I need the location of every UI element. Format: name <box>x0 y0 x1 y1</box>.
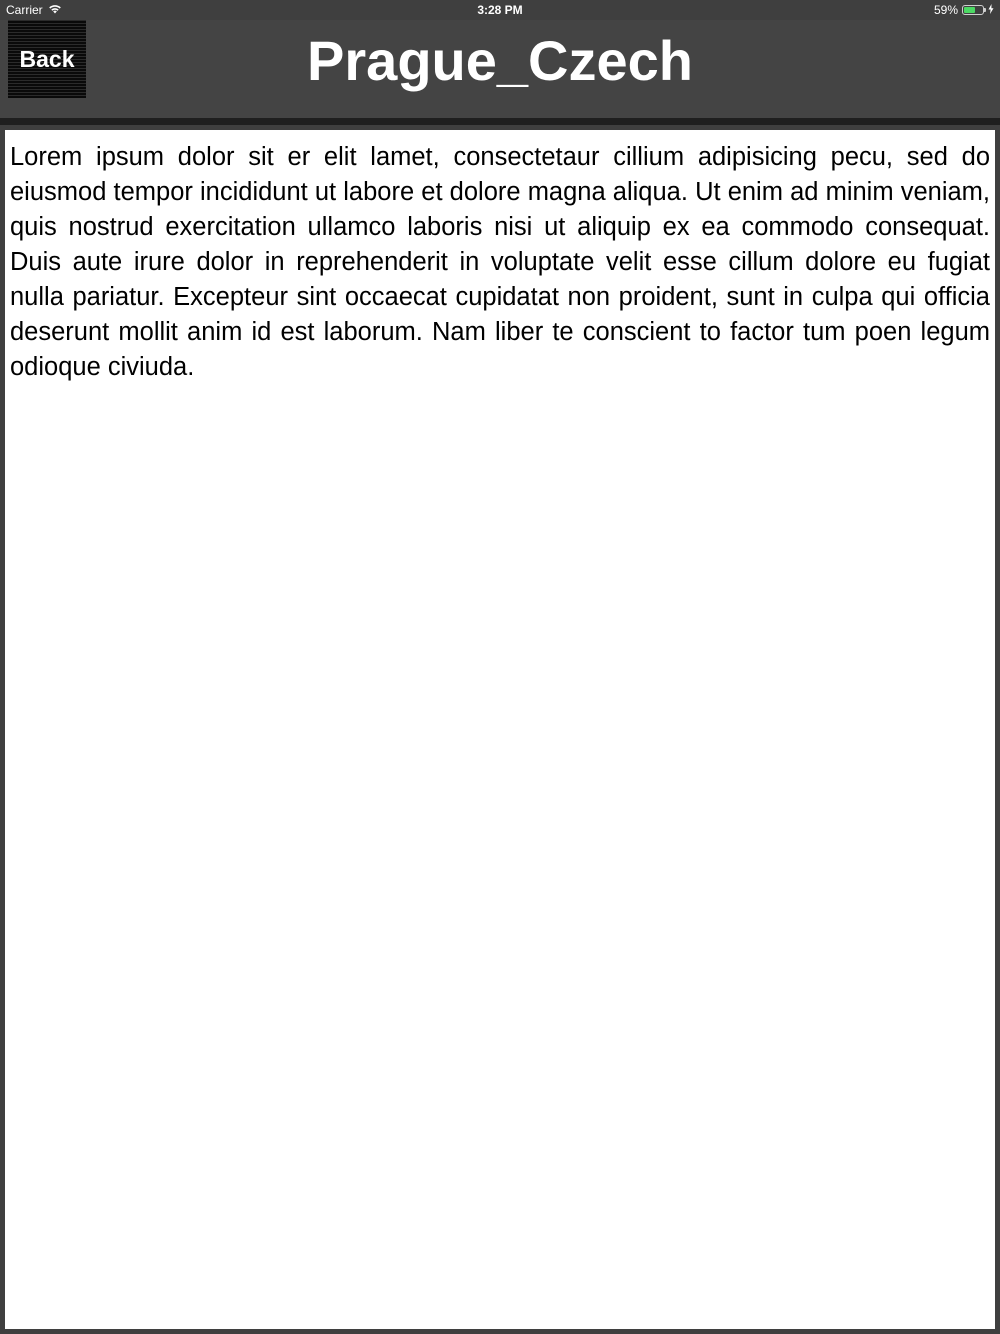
battery-fill <box>964 7 975 13</box>
battery-tip <box>984 8 986 12</box>
status-time: 3:28 PM <box>477 3 523 17</box>
battery-icon <box>962 5 984 15</box>
bolt-icon <box>988 3 994 17</box>
status-right <box>934 3 994 17</box>
body-text: Lorem ipsum dolor sit er elit lamet, consectetaur cillium adipisicing pecu, sed do eiusmod tempor incididunt ut labore et dolore magna aliqua. Ut enim ad minim veniam, quis nostrud exercitation ullamco laboris nisi ut aliquip ex ea commodo consequat. Duis aute irure dolor in reprehenderit in voluptate velit esse cillum dolore eu fugiat nulla pariatur. Excepteur sint occaecat cupidatat non proident, sunt in culpa qui officia deserunt mollit anim id est laborum. Nam liber te conscient to factor tum poen legum odioque civiuda. <box>10 143 990 381</box>
content-panel <box>5 130 995 1329</box>
navigation-bar <box>0 20 1000 118</box>
page-title: Prague_Czech <box>307 29 693 92</box>
battery-percent: 59% <box>933 3 958 17</box>
nav-divider <box>0 118 1000 125</box>
carrier-label: Carrier <box>6 3 43 17</box>
back-button[interactable]: Back <box>8 20 86 98</box>
status-bar <box>0 0 1000 20</box>
